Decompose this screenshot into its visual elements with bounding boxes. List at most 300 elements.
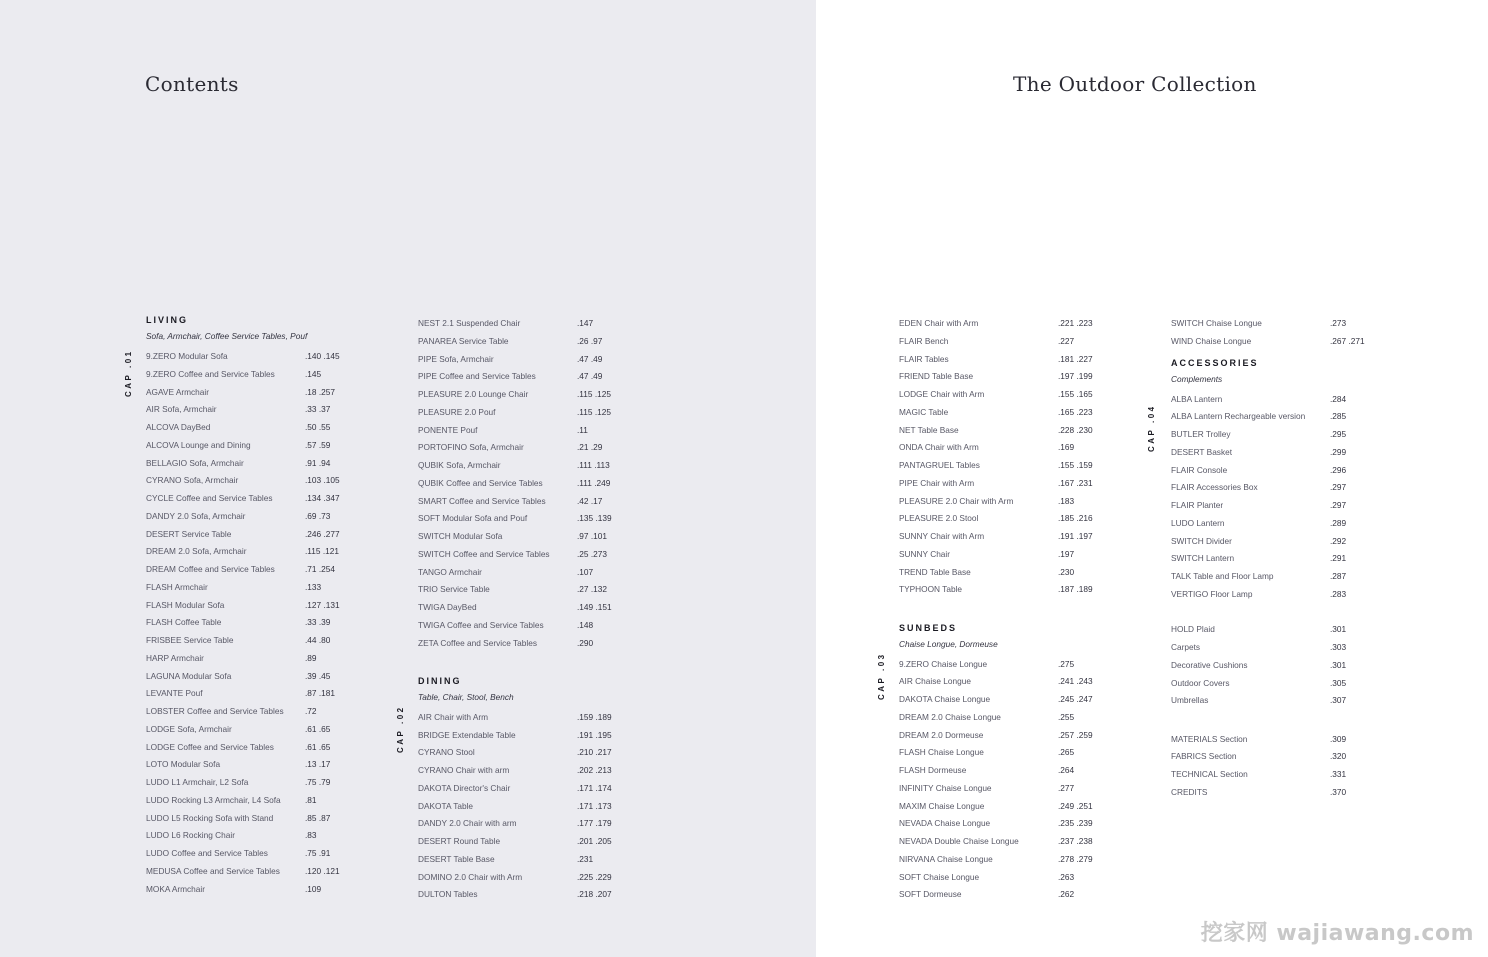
entry-pages: .89 xyxy=(305,652,317,663)
section-heading-accessories: ACCESSORIES xyxy=(1171,357,1259,368)
entry-pages: .13 .17 xyxy=(305,759,331,770)
entry-name: PONENTE Pouf xyxy=(418,424,478,435)
toc-entry xyxy=(146,774,396,792)
entry-name: EDEN Chair with Arm xyxy=(899,318,979,328)
section-subheading-dining: Table, Chair, Stool, Bench xyxy=(418,691,514,702)
entry-pages: .134 .347 xyxy=(305,493,340,503)
toc-entry xyxy=(418,475,668,493)
entry-pages: .246 .277 xyxy=(305,528,340,539)
entry-pages: .27 .132 xyxy=(577,584,607,595)
entry-name: FABRICS Section xyxy=(1171,751,1237,762)
toc-entry xyxy=(146,561,396,579)
entry-name: LODGE Coffee and Service Tables xyxy=(146,741,274,752)
entry-pages: .197 .199 xyxy=(1058,371,1093,382)
entry-name: NEVADA Chaise Longue xyxy=(899,818,991,829)
entry-name: Outdoor Covers xyxy=(1171,677,1230,688)
toc-entry xyxy=(418,744,668,762)
entry-name: DANDY 2.0 Sofa, Armchair xyxy=(146,510,246,521)
toc-entry xyxy=(899,673,1149,691)
entry-name: SUNNY Chair xyxy=(899,548,951,559)
entry-pages: .290 xyxy=(577,637,594,648)
entry-pages: .87 .181 xyxy=(305,688,335,699)
entry-name: TECHNICAL Section xyxy=(1171,769,1248,779)
entry-name: TRIO Service Table xyxy=(418,584,490,595)
entry-pages: .241 .243 xyxy=(1058,676,1093,687)
toc-entry xyxy=(1171,533,1421,551)
entry-name: PIPE Coffee and Service Tables xyxy=(418,371,536,382)
toc-entry xyxy=(418,404,668,422)
entry-name: FLASH Armchair xyxy=(146,581,208,592)
toc-entry xyxy=(899,762,1149,780)
textiles-list xyxy=(1171,621,1421,710)
toc-entry xyxy=(146,366,396,384)
entry-pages: .228 .230 xyxy=(1058,424,1093,435)
section-heading-sunbeds: SUNBEDS xyxy=(899,622,958,633)
entry-pages: .183 xyxy=(1058,495,1075,506)
entry-name: PANTAGRUEL Tables xyxy=(899,460,980,470)
toc-entry xyxy=(418,635,668,653)
cap-02-label: CAP .02 xyxy=(396,705,405,753)
entry-name: TREND Table Base xyxy=(899,566,971,577)
toc-entry xyxy=(899,869,1149,887)
toc-entry xyxy=(418,581,668,599)
entry-name: ALCOVA Lounge and Dining xyxy=(146,439,251,450)
dining-list xyxy=(418,709,668,904)
entry-name: 9.ZERO Coffee and Service Tables xyxy=(146,368,275,379)
entry-pages: .263 xyxy=(1058,871,1075,882)
entry-name: TWIGA DayBed xyxy=(418,602,477,612)
toc-entry xyxy=(1171,621,1421,639)
toc-entry xyxy=(899,833,1149,851)
entry-pages: .370 xyxy=(1330,786,1347,797)
entry-name: AGAVE Armchair xyxy=(146,386,210,397)
entry-pages: .171 .173 xyxy=(577,800,612,811)
entry-pages: .227 xyxy=(1058,335,1075,346)
entry-name: MAXIM Chaise Longue xyxy=(899,800,985,811)
toc-entry xyxy=(1171,479,1421,497)
toc-entry xyxy=(418,727,668,745)
entry-pages: .107 xyxy=(577,566,594,577)
entry-name: CYCLE Coffee and Service Tables xyxy=(146,493,273,503)
entry-name: NEVADA Double Chaise Longue xyxy=(899,836,1019,846)
entry-pages: .120 .121 xyxy=(305,865,340,876)
toc-entry xyxy=(1171,657,1421,675)
toc-entry xyxy=(418,457,668,475)
entry-name: SWITCH Chaise Longue xyxy=(1171,318,1262,328)
toc-entry xyxy=(146,455,396,473)
toc-entry xyxy=(418,709,668,727)
entry-name: PIPE Chair with Arm xyxy=(899,477,975,488)
entry-pages: .140 .145 xyxy=(305,351,340,361)
entry-name: SWITCH Divider xyxy=(1171,535,1232,546)
entry-pages: .127 .131 xyxy=(305,599,340,610)
spacer xyxy=(1171,710,1421,731)
toc-entry xyxy=(418,528,668,546)
entry-name: SWITCH Modular Sofa xyxy=(418,531,503,541)
entry-name: NET Table Base xyxy=(899,424,959,435)
entry-pages: .103 .105 xyxy=(305,475,340,486)
toc-entry xyxy=(418,886,668,904)
sections-list xyxy=(1171,731,1421,802)
entry-name: PLEASURE 2.0 Pouf xyxy=(418,406,496,417)
entry-pages: .295 xyxy=(1330,429,1347,439)
toc-entry xyxy=(899,851,1149,869)
entry-name: PANAREA Service Table xyxy=(418,335,509,346)
entry-name: DESERT Round Table xyxy=(418,836,501,846)
toc-entry xyxy=(146,437,396,455)
entry-pages: .283 xyxy=(1330,588,1347,599)
entry-pages: .275 xyxy=(1058,658,1075,669)
entry-pages: .264 xyxy=(1058,765,1075,775)
entry-name: SOFT Modular Sofa and Pouf xyxy=(418,513,528,524)
toc-entry xyxy=(899,368,1149,386)
entry-name: DAKOTA Director's Chair xyxy=(418,782,511,793)
dining-continued-list xyxy=(899,315,1149,599)
toc-entry xyxy=(899,656,1149,674)
cap-03-label: CAP .03 xyxy=(877,652,886,700)
toc-entry xyxy=(418,599,668,617)
entry-name: 9.ZERO Chaise Longue xyxy=(899,658,988,669)
toc-entry xyxy=(1171,731,1421,749)
entry-pages: .149 .151 xyxy=(577,602,612,612)
entry-pages: .155 .165 xyxy=(1058,389,1093,399)
toc-entry xyxy=(899,815,1149,833)
toc-entry xyxy=(146,526,396,544)
entry-pages: .181 .227 xyxy=(1058,353,1093,364)
toc-entry xyxy=(146,579,396,597)
entry-name: VERTIGO Floor Lamp xyxy=(1171,588,1253,599)
toc-entry xyxy=(146,543,396,561)
toc-entry xyxy=(1171,766,1421,784)
entry-name: WIND Chaise Longue xyxy=(1171,335,1252,346)
entry-pages: .33 .39 xyxy=(305,617,331,628)
entry-name: FLASH Dormeuse xyxy=(899,765,967,775)
toc-entry xyxy=(146,384,396,402)
entry-pages: .111 .249 xyxy=(577,477,611,488)
toc-entry xyxy=(146,703,396,721)
toc-entry xyxy=(899,422,1149,440)
entry-pages: .61 .65 xyxy=(305,723,331,734)
entry-pages: .277 xyxy=(1058,782,1075,793)
toc-entry xyxy=(899,510,1149,528)
toc-entry xyxy=(146,756,396,774)
entry-pages: .25 .273 xyxy=(577,548,607,559)
entry-pages: .191 .197 xyxy=(1058,531,1093,541)
toc-entry xyxy=(1171,639,1421,657)
toc-entry xyxy=(899,333,1149,351)
entry-name: FLASH Coffee Table xyxy=(146,617,222,628)
entry-name: BRIDGE Extendable Table xyxy=(418,729,516,740)
entry-pages: .69 .73 xyxy=(305,510,331,521)
toc-entry xyxy=(1171,515,1421,533)
entry-pages: .202 .213 xyxy=(577,765,612,775)
toc-entry xyxy=(146,419,396,437)
entry-name: SMART Coffee and Service Tables xyxy=(418,495,546,506)
section-subheading-accessories: Complements xyxy=(1171,373,1223,384)
toc-entry xyxy=(146,614,396,632)
toc-entry xyxy=(418,493,668,511)
entry-name: SWITCH Lantern xyxy=(1171,553,1235,564)
toc-entry xyxy=(1171,748,1421,766)
toc-entry xyxy=(899,691,1149,709)
accessories-list xyxy=(1171,391,1421,604)
entry-pages: .81 xyxy=(305,794,317,805)
toc-entry xyxy=(899,564,1149,582)
toc-entry xyxy=(899,546,1149,564)
entry-pages: .292 xyxy=(1330,535,1347,546)
entry-pages: .145 xyxy=(305,368,322,379)
entry-name: SWITCH Coffee and Service Tables xyxy=(418,548,550,559)
entry-pages: .109 xyxy=(305,883,322,894)
toc-entry xyxy=(1171,784,1421,802)
entry-name: DULTON Tables xyxy=(418,889,478,900)
entry-name: LOTO Modular Sofa xyxy=(146,759,221,770)
entry-name: TALK Table and Floor Lamp xyxy=(1171,571,1274,581)
toc-entry xyxy=(899,457,1149,475)
entry-pages: .42 .17 xyxy=(577,495,603,506)
entry-name: DESERT Table Base xyxy=(418,853,495,864)
entry-pages: .245 .247 xyxy=(1058,694,1093,704)
entry-name: CYRANO Chair with arm xyxy=(418,765,510,775)
entry-name: FLAIR Planter xyxy=(1171,500,1224,510)
entry-pages: .303 xyxy=(1330,642,1347,652)
entry-name: FLASH Chaise Longue xyxy=(899,747,984,758)
toc-entry xyxy=(899,493,1149,511)
entry-pages: .273 xyxy=(1330,318,1347,328)
entry-name: LUDO L1 Armchair, L2 Sofa xyxy=(146,777,249,787)
entry-name: DESERT Service Table xyxy=(146,528,232,539)
entry-pages: .85 .87 xyxy=(305,812,331,823)
toc-entry xyxy=(418,762,668,780)
entry-pages: .71 .254 xyxy=(305,564,335,574)
entry-name: ONDA Chair with Arm xyxy=(899,442,979,453)
toc-entry xyxy=(1171,497,1421,515)
entry-name: HOLD Plaid xyxy=(1171,624,1215,635)
toc-entry xyxy=(418,869,668,887)
entry-pages: .231 xyxy=(577,853,594,864)
living-list xyxy=(146,348,396,898)
entry-name: HARP Armchair xyxy=(146,652,204,663)
toc-entry xyxy=(146,401,396,419)
entry-pages: .307 xyxy=(1330,695,1347,706)
entry-pages: .187 .189 xyxy=(1058,584,1093,595)
dining-sunbeds-column xyxy=(899,315,1149,904)
entry-name: ZETA Coffee and Service Tables xyxy=(418,637,537,648)
toc-entry xyxy=(146,863,396,881)
entry-pages: .91 .94 xyxy=(305,457,331,468)
entry-name: DAKOTA Chaise Longue xyxy=(899,694,991,704)
toc-entry xyxy=(146,348,396,366)
entry-pages: .39 .45 xyxy=(305,670,331,681)
toc-entry xyxy=(146,810,396,828)
entry-name: QUBIK Coffee and Service Tables xyxy=(418,477,543,488)
entry-pages: .197 xyxy=(1058,548,1075,559)
section-subheading-living: Sofa, Armchair, Coffee Service Tables, Pouf xyxy=(146,331,308,341)
entry-name: MATERIALS Section xyxy=(1171,733,1248,744)
entry-pages: .210 .217 xyxy=(577,747,612,758)
entry-name: DREAM 2.0 Sofa, Armchair xyxy=(146,546,247,557)
entry-pages: .135 .139 xyxy=(577,513,612,524)
entry-pages: .18 .257 xyxy=(305,386,335,397)
entry-pages: .289 xyxy=(1330,517,1347,528)
toc-entry xyxy=(146,739,396,757)
entry-name: PORTOFINO Sofa, Armchair xyxy=(418,442,524,453)
toc-entry xyxy=(146,845,396,863)
entry-name: FLASH Modular Sofa xyxy=(146,599,225,610)
entry-name: TWIGA Coffee and Service Tables xyxy=(418,619,544,630)
toc-entry xyxy=(146,685,396,703)
entry-name: ALBA Lantern Rechargeable version xyxy=(1171,411,1306,422)
toc-entry xyxy=(418,798,668,816)
toc-entry xyxy=(899,744,1149,762)
entry-name: LODGE Sofa, Armchair xyxy=(146,723,232,734)
entry-name: NEST 2.1 Suspended Chair xyxy=(418,318,521,328)
entry-pages: .230 xyxy=(1058,566,1075,577)
toc-entry xyxy=(418,439,668,457)
toc-entry xyxy=(418,851,668,869)
entry-pages: .147 xyxy=(577,318,594,328)
toc-entry xyxy=(418,780,668,798)
toc-entry xyxy=(146,827,396,845)
toc-entry xyxy=(146,632,396,650)
entry-name: PIPE Sofa, Armchair xyxy=(418,353,494,364)
entry-pages: .225 .229 xyxy=(577,871,612,882)
cap-01-label: CAP .01 xyxy=(124,349,133,397)
entry-pages: .50 .55 xyxy=(305,422,331,432)
toc-entry xyxy=(899,351,1149,369)
toc-entry xyxy=(1171,333,1421,351)
entry-name: PLEASURE 2.0 Chair with Arm xyxy=(899,495,1014,506)
entry-name: MEDUSA Coffee and Service Tables xyxy=(146,865,280,876)
toc-entry xyxy=(418,510,668,528)
toc-entry xyxy=(146,792,396,810)
entry-pages: .301 xyxy=(1330,624,1347,635)
entry-name: ALBA Lantern xyxy=(1171,393,1223,404)
entry-name: DOMINO 2.0 Chair with Arm xyxy=(418,871,523,882)
entry-pages: .265 xyxy=(1058,747,1075,758)
entry-pages: .72 xyxy=(305,706,317,716)
entry-pages: .331 xyxy=(1330,769,1347,779)
entry-name: DAKOTA Table xyxy=(418,800,474,811)
toc-entry xyxy=(899,727,1149,745)
entry-pages: .11 xyxy=(577,424,588,435)
entry-pages: .297 xyxy=(1330,500,1347,510)
entry-pages: .75 .79 xyxy=(305,777,331,787)
entry-pages: .171 .174 xyxy=(577,782,612,793)
sunbeds-continued-list xyxy=(1171,315,1421,351)
right-page xyxy=(816,0,1488,957)
toc-entry xyxy=(899,780,1149,798)
toc-entry xyxy=(1171,692,1421,710)
spacer xyxy=(418,652,668,673)
entry-name: LODGE Chair with Arm xyxy=(899,389,985,399)
entry-name: LOBSTER Coffee and Service Tables xyxy=(146,706,284,716)
entry-name: BELLAGIO Sofa, Armchair xyxy=(146,457,244,468)
entry-name: MAGIC Table xyxy=(899,406,949,417)
entry-pages: .297 xyxy=(1330,482,1347,493)
toc-entry xyxy=(899,315,1149,333)
entry-pages: .296 xyxy=(1330,464,1347,475)
toc-entry xyxy=(899,798,1149,816)
entry-name: SOFT Dormeuse xyxy=(899,889,962,900)
entry-pages: .249 .251 xyxy=(1058,800,1093,811)
entry-pages: .221 .223 xyxy=(1058,318,1093,328)
entry-name: FLAIR Accessories Box xyxy=(1171,482,1258,493)
entry-pages: .165 .223 xyxy=(1058,406,1093,417)
entry-name: 9.ZERO Modular Sofa xyxy=(146,351,228,361)
entry-pages: .75 .91 xyxy=(305,848,331,858)
entry-name: PLEASURE 2.0 Lounge Chair xyxy=(418,389,529,399)
toc-entry xyxy=(418,833,668,851)
entry-name: PLEASURE 2.0 Stool xyxy=(899,513,979,524)
toc-entry xyxy=(1171,391,1421,409)
entry-pages: .301 xyxy=(1330,659,1347,670)
entry-name: LUDO Lantern xyxy=(1171,517,1225,528)
section-heading-living: LIVING xyxy=(146,315,189,325)
toc-entry xyxy=(1171,675,1421,693)
entry-name: LAGUNA Modular Sofa xyxy=(146,670,232,681)
entry-pages: .83 xyxy=(305,830,317,841)
entry-name: DREAM 2.0 Dormeuse xyxy=(899,729,984,740)
section-heading-dining: DINING xyxy=(418,675,462,686)
entry-name: DESERT Basket xyxy=(1171,446,1233,457)
entry-pages: .255 xyxy=(1058,711,1075,722)
entry-name: QUBIK Sofa, Armchair xyxy=(418,460,501,470)
entry-pages: .320 xyxy=(1330,751,1347,762)
entry-pages: .61 .65 xyxy=(305,741,331,752)
entry-name: INFINITY Chaise Longue xyxy=(899,782,992,793)
entry-pages: .218 .207 xyxy=(577,889,612,900)
entry-name: FLAIR Bench xyxy=(899,335,949,346)
toc-entry xyxy=(899,581,1149,599)
entry-pages: .309 xyxy=(1330,733,1347,744)
entry-name: LUDO Coffee and Service Tables xyxy=(146,848,268,858)
entry-pages: .169 xyxy=(1058,442,1075,453)
entry-pages: .299 xyxy=(1330,446,1347,457)
entry-pages: .57 .59 xyxy=(305,439,331,450)
site-watermark: 挖家网 wajiawang.com xyxy=(1200,921,1474,946)
entry-name: BUTLER Trolley xyxy=(1171,429,1231,439)
toc-entry xyxy=(1171,315,1421,333)
toc-entry xyxy=(899,475,1149,493)
living-column xyxy=(146,312,396,898)
entry-pages: .115 .125 xyxy=(577,389,611,399)
entry-name: Decorative Cushions xyxy=(1171,659,1248,670)
toc-entry xyxy=(1171,426,1421,444)
entry-name: CYRANO Sofa, Armchair xyxy=(146,475,239,486)
entry-name: SUNNY Chair with Arm xyxy=(899,531,985,541)
entry-pages: .155 .159 xyxy=(1058,460,1093,470)
toc-entry xyxy=(899,404,1149,422)
entry-pages: .47 .49 xyxy=(577,353,603,364)
cap-04-label: CAP .04 xyxy=(1147,404,1156,452)
entry-pages: .97 .101 xyxy=(577,531,607,541)
living-dining-column xyxy=(418,315,668,904)
entry-name: TYPHOON Table xyxy=(899,584,963,595)
toc-entry xyxy=(1171,444,1421,462)
toc-entry xyxy=(899,709,1149,727)
entry-pages: .278 .279 xyxy=(1058,853,1093,864)
toc-entry xyxy=(146,650,396,668)
toc-entry xyxy=(418,564,668,582)
toc-entry xyxy=(146,490,396,508)
entry-name: LUDO L6 Rocking Chair xyxy=(146,830,235,841)
entry-pages: .305 xyxy=(1330,677,1347,688)
entry-name: DREAM 2.0 Chaise Longue xyxy=(899,711,1001,722)
entry-name: MOKA Armchair xyxy=(146,883,206,894)
toc-entry xyxy=(146,881,396,899)
entry-name: Carpets xyxy=(1171,642,1201,652)
